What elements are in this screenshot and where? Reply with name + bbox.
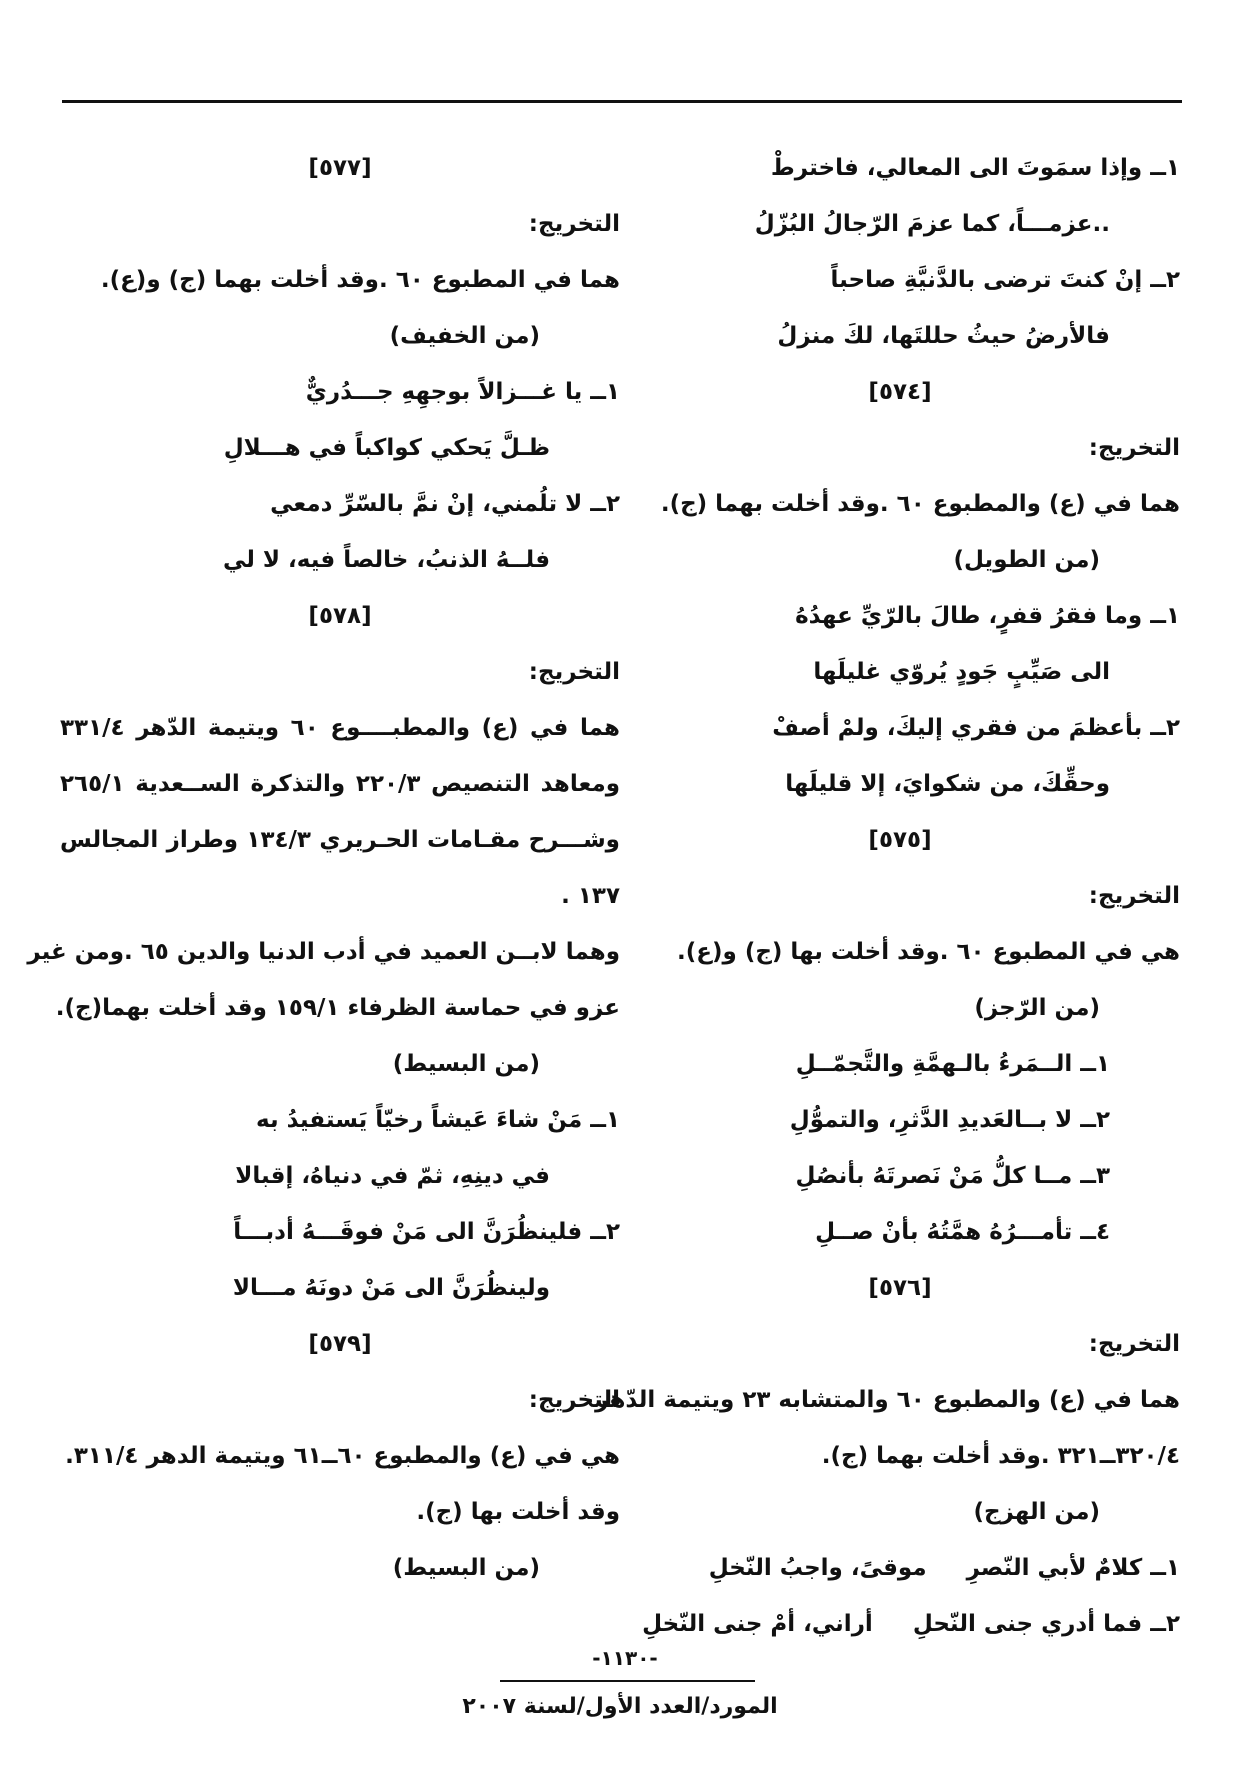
- text-line: وقد أخلت بها (ج).: [416, 1499, 620, 1525]
- text-line: ومعاهد التنصيص ٢٢٠/٣ والتذكرة الســعدية ٢٦٥/١: [60, 771, 620, 797]
- text-line: هما في (ع) والمطبوع ٦٠ .وقد أخلت بهما (ج).: [660, 491, 1180, 517]
- second-hemistich: أراني، أمْ جنى النّخلِ: [642, 1611, 873, 1637]
- entry-number: [٥٧٧]: [308, 155, 372, 181]
- text-line: ٣٢٠/٤ــ٣٢١ .وقد أخلت بهما (ج).: [821, 1443, 1180, 1469]
- left-column: [27, 140, 620, 1596]
- top-rule: [62, 100, 1182, 103]
- text-line: ١ــ وإذا سمَوتَ الى المعالي، فاخترطْ: [770, 155, 1180, 181]
- poem-hemistich: وحقِّكَ، من شكوايَ، إلا قليلَها: [785, 771, 1110, 797]
- text-line: ١٣٧ .: [561, 883, 620, 909]
- first-hemistich: ١ــ كلامٌ لأبي النّصرِ: [966, 1555, 1180, 1581]
- meter-label: (من البسيط): [392, 1555, 540, 1581]
- footer-rule: [500, 1680, 755, 1682]
- meter-label: (من الرّجز): [974, 995, 1100, 1021]
- poem-couplet: [620, 1596, 1180, 1652]
- poem-hemistich: في دينِهِ، ثمّ في دنياهُ، إقبالا: [235, 1163, 550, 1189]
- meter-label: (من الهزج): [973, 1499, 1100, 1525]
- entry-number: [٥٧٦]: [868, 1275, 932, 1301]
- text-line: ١ــ يا غـــزالاً بوجهِهِ جـــدُريٌّ: [305, 379, 620, 405]
- text-line: ٢ــ لا تلُمني، إنْ نمَّ بالسّرِّ دمعي: [270, 491, 620, 517]
- poem-hemistich: ولينظُرَنَّ الى مَنْ دونَهُ مـــالا: [232, 1275, 550, 1301]
- text-line: هما في (ع) والمطبــــوع ٦٠ ويتيمة الدّهر ٣٣١/٤: [60, 715, 620, 741]
- text-line: هي في المطبوع ٦٠ .وقد أخلت بها (ج) و(ع).: [677, 939, 1180, 965]
- text-line: ٢ــ فلينظُرَنَّ الى مَنْ فوقَـــهُ أدبـــاً: [233, 1219, 620, 1245]
- text-line: ٢ــ إنْ كنتَ ترضى بالدَّنيَّةِ صاحباً: [830, 267, 1180, 293]
- poem-hemistich: ٢ــ لا بــالعَديدِ الدَّثرِ، والتموُّلِ: [789, 1107, 1110, 1133]
- section-heading: التخريج:: [1088, 883, 1180, 909]
- entry-number: [٥٧٨]: [308, 603, 372, 629]
- text-line: ٢ــ بأعظمَ من فقري إليكَ، ولمْ أصفْ: [772, 715, 1180, 741]
- poem-couplet: [620, 1540, 1180, 1596]
- text-line: هي في (ع) والمطبوع ٦٠ــ٦١ ويتيمة الدهر ٣١١/٤.: [65, 1443, 620, 1469]
- poem-hemistich: فلــهُ الذنبُ، خالصاً فيه، لا لي: [223, 547, 550, 573]
- text-line: وشـــرح مقـامات الحـريري ١٣٤/٣ وطراز المجالس: [60, 827, 620, 853]
- poem-hemistich: ٤ــ تأمـــرُهُ همَّتُهُ بأنْ صــلِ: [815, 1219, 1110, 1245]
- section-heading: التخريج:: [1088, 435, 1180, 461]
- section-heading: التخريج:: [528, 1387, 620, 1413]
- text-line: هما في (ع) والمطبوع ٦٠ والمتشابه ٢٣ ويتيمة الدّهر: [595, 1387, 1180, 1413]
- meter-label: (من البسيط): [392, 1051, 540, 1077]
- section-heading: التخريج:: [1088, 1331, 1180, 1357]
- right-column: [595, 140, 1180, 1652]
- section-heading: التخريج:: [528, 659, 620, 685]
- section-heading: التخريج:: [528, 211, 620, 237]
- meter-label: (من الطويل): [953, 547, 1100, 573]
- entry-number: [٥٧٥]: [868, 827, 932, 853]
- poem-hemistich: ١ــ الــمَرءُ بالـهمَّةِ والتَّجمّــلِ: [795, 1051, 1110, 1077]
- poem-hemistich: الى صَيِّبٍ جَودٍ يُروّي غليلَها: [813, 659, 1110, 685]
- meter-label: (من الخفيف): [389, 323, 540, 349]
- first-hemistich: ٢ــ فما أدري جنى النّحلِ: [912, 1611, 1180, 1637]
- journal-citation: المورد/العدد الأول/لسنة ٢٠٠٧: [462, 1694, 778, 1719]
- second-hemistich: موقىً، واجبُ النّخلِ: [708, 1555, 927, 1581]
- text-line: عزو في حماسة الظرفاء ١٥٩/١ وقد أخلت بهما(ج).: [55, 995, 620, 1021]
- text-line: ١ــ مَنْ شاءَ عَيشاً رخيّاً يَستفيدُ به: [256, 1107, 620, 1133]
- poem-hemistich: ..عزمـــاً، كما عزمَ الرّجالُ البُزّلُ: [754, 211, 1110, 237]
- poem-hemistich: ظـلَّ يَحكي كواكباً في هـــلالِ: [223, 435, 550, 461]
- page-number: -١١٣٠-: [592, 1646, 658, 1670]
- text-line: ١ــ وما فقرُ قفرٍ، طالَ بالرّيِّ عهدُهُ: [795, 603, 1180, 629]
- entry-number: [٥٧٤]: [868, 379, 932, 405]
- text-line: هما في المطبوع ٦٠ .وقد أخلت بهما (ج) و(ع).: [100, 267, 620, 293]
- poem-hemistich: ٣ــ مــا كلُّ مَنْ نَصرتَهُ بأنصُلِ: [795, 1163, 1110, 1189]
- text-line: وهما لابــن العميد في أدب الدنيا والدين ٦٥ .ومن غير: [27, 939, 620, 965]
- poem-hemistich: فالأرضُ حيثُ حللتَها، لكَ منزلُ: [777, 323, 1110, 349]
- entry-number: [٥٧٩]: [308, 1331, 372, 1357]
